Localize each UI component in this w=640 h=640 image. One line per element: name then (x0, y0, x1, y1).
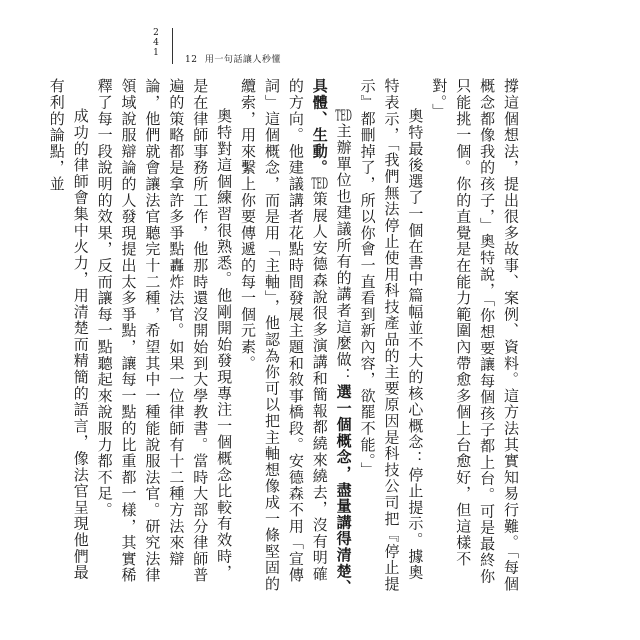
paragraph: 奧特最後選了一個在書中篇幅並不大的核心概念：停止提示。據奧特表示，「我們無法停止使用科技產品的主要原因是科技公司把『停止提示』都刪掉了，所以你會一直看到新內容，欲罷不能。」 (358, 78, 425, 593)
ted-label: TED (335, 108, 352, 123)
page-number-digit: 2 (153, 28, 159, 38)
paragraph-text: 策展人安德森說很多演講和簡報都繞來繞去，沒有明確的方向。他建議講者花點時間發展主題和敘事橋段。安德森不用「宣傳詞」這個概念，而是用「主軸」，他認為你可以把主軸想像成一條堅固的纜索，用來繫上你要傳遞的每一個元素。 (239, 78, 329, 593)
emphasized-text: 選一個概念，盡量講得清楚、具體、生動。 (310, 78, 353, 596)
page-number-digit: 1 (153, 48, 159, 58)
running-header (150, 28, 281, 68)
paragraph-text: 主辦單位也建議所有的講者這麼做： (334, 123, 353, 384)
chapter-heading (185, 28, 281, 66)
header-divider (172, 28, 173, 64)
paragraph: 撐這個想法，提出很多故事、案例、資料。這方法其實知易行難。「每個概念都像我的孩子，」奧特說，「你想要讓每個孩子都上台。可是最終你只能挑一個。你的直覺是在能力範圍內帶愈多個上台愈好，但這樣不對。」 (430, 78, 520, 593)
page-number-digit: 4 (153, 38, 159, 48)
ted-label: TED (311, 175, 328, 191)
chapter-title: 用一句話讓人秒懂 (204, 55, 281, 65)
page-number (150, 28, 162, 58)
paragraph: 奧特對這個練習很熟悉。他剛開始發現專注一個概念比較有效時，是在律師事務所工作，他那時還沒開始到大學教書。當時大部分律師普遍的策略都是拿許多爭點轟炸法官。如果一位律師有十二種方法來辯論，他們就會讓法官聽完十二種，希望其中一種能說服法官。研究法律領域說服辯論的人發現提出太多爭點，讓每一點的比重都一樣，其實稀釋了每一段說明的效果，反而讓每一點聽起來說服力都不足。 (95, 78, 234, 584)
chapter-number: 12 (185, 55, 198, 65)
paragraph (235, 78, 355, 596)
body-text (47, 78, 522, 596)
paragraph: 成功的律師會集中火力，用清楚而精簡的語言，像法官呈現他們最有利的論點，並 (47, 78, 90, 581)
